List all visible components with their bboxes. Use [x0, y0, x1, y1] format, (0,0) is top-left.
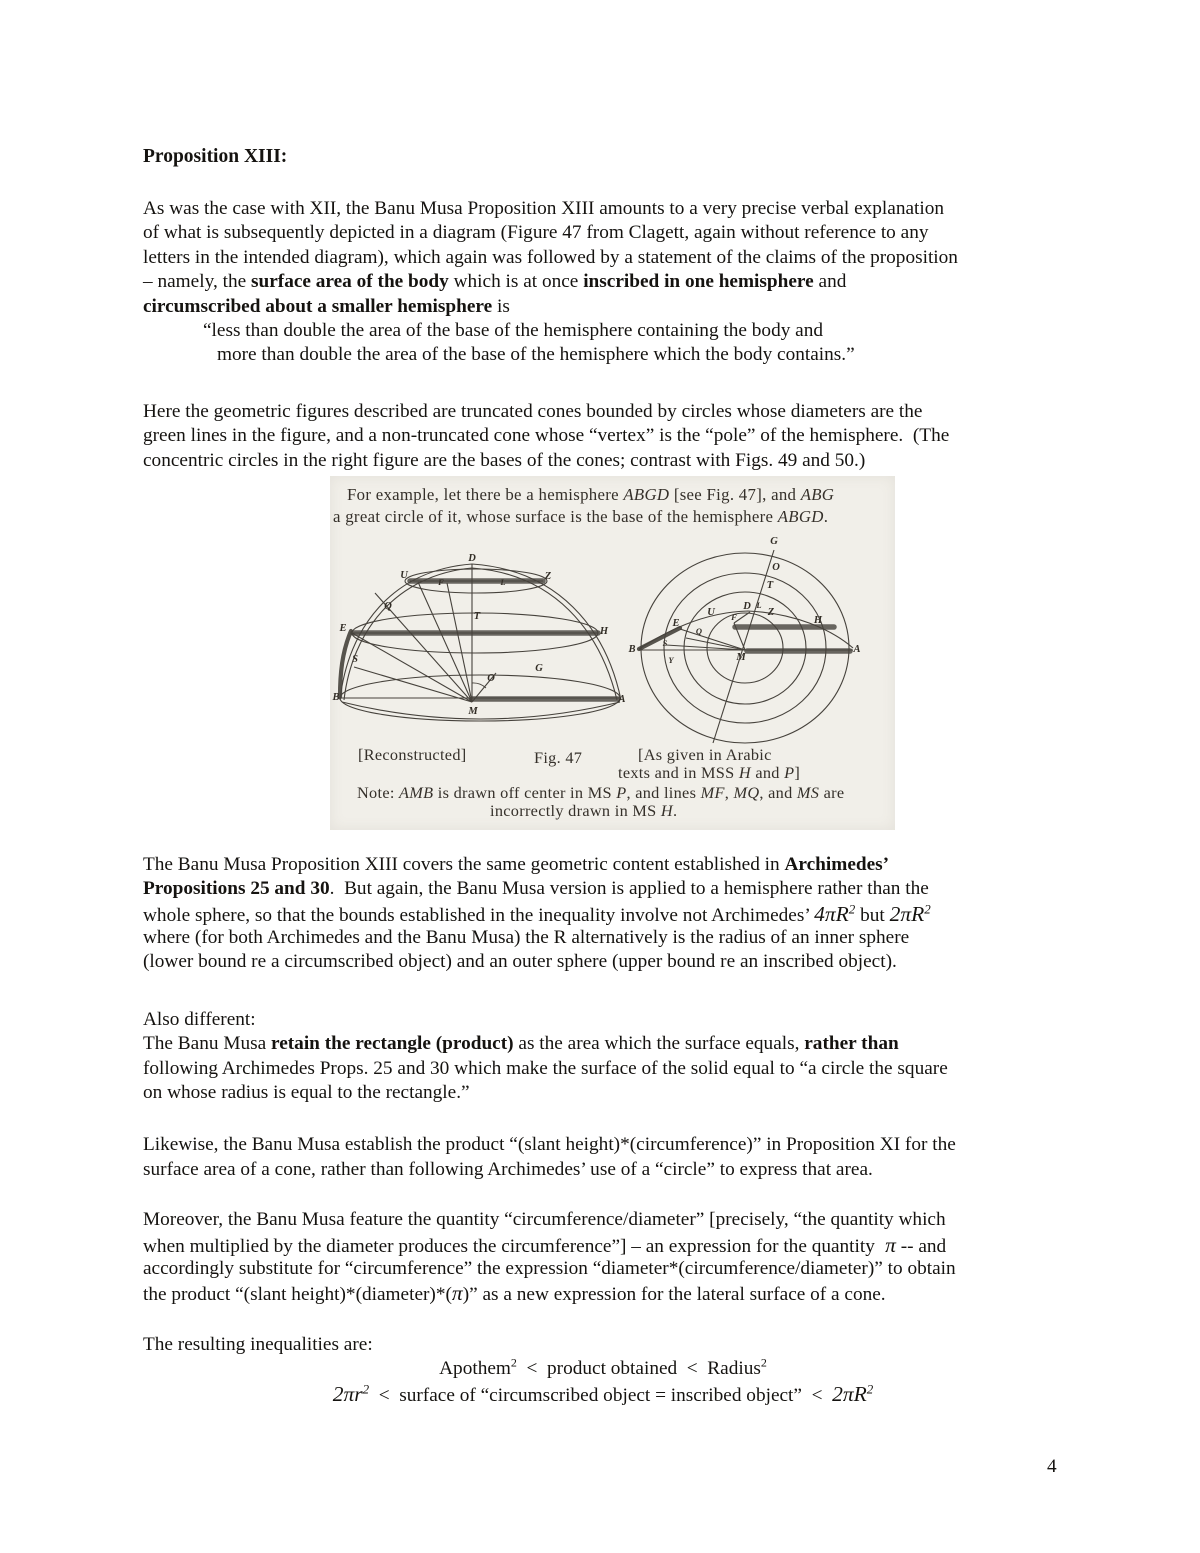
left-label-T: T	[473, 610, 481, 622]
page-content	[143, 146, 1063, 1406]
right-label-U: U	[707, 606, 715, 618]
left-label-D: D	[468, 552, 476, 564]
figure-diagrams	[330, 476, 895, 830]
paragraph-2	[143, 400, 1063, 473]
caption-fig-number: Fig. 47	[534, 747, 583, 767]
paragraph-4	[143, 1008, 1063, 1106]
left-label-A: A	[618, 693, 626, 705]
line-ME	[352, 633, 472, 702]
quote-line: “less than double the area of the base of the hemisphere containing the body and	[203, 319, 824, 341]
paragraph-line: Moreover, the Banu Musa feature the quantity “circumference/diameter” [precisely, “the quantity which	[143, 1209, 946, 1231]
caption-arabic-line-1: [As given in Arabic	[638, 744, 772, 764]
paragraph-line: following Archimedes Props. 25 and 30 which make the surface of the solid equal to “a circle the square	[143, 1057, 948, 1079]
right-label-D: D	[743, 600, 751, 612]
left-label-O: O	[487, 672, 495, 684]
paragraph-line: The Banu Musa retain the rectangle (product) as the area which the surface equals, rather than	[143, 1033, 899, 1055]
left-label-Z: Z	[544, 570, 552, 582]
figure-intro-line-2: a great circle of it, whose surface is the base of the hemisphere ABGD.	[333, 506, 829, 526]
figure-note-line-2: incorrectly drawn in MS H.	[490, 800, 678, 820]
right-label-G: G	[770, 535, 778, 547]
right-label-A: A	[853, 643, 861, 655]
left-label-Q: Q	[384, 600, 392, 612]
paragraph-line: The Banu Musa Proposition XIII covers the same geometric content established in Archimedes’	[143, 853, 890, 875]
quote-line: more than double the area of the base of the hemisphere which the body contains.”	[217, 344, 855, 366]
paragraph-line: surface area of a cone, rather than following Archimedes’ use of a “circle” to express that area.	[143, 1158, 873, 1180]
paragraph-line: – namely, the surface area of the body which is at once inscribed in one hemisphere and	[143, 271, 847, 293]
right-label-B: B	[628, 643, 636, 655]
caption-reconstructed: [Reconstructed]	[358, 744, 467, 764]
paragraph-6	[143, 1208, 1063, 1306]
left-label-E: E	[339, 622, 347, 634]
figure-intro-line-1: For example, let there be a hemisphere ABGD [see Fig. 47], and ABG	[347, 484, 835, 504]
paragraph-line: letters in the intended diagram), which again was followed by a statement of the claims of the proposition	[143, 246, 958, 268]
right-concentric-diagram	[627, 536, 860, 743]
right-label-L: L	[756, 599, 762, 610]
line-M-topcircle-2	[447, 583, 472, 702]
left-label-H: H	[599, 625, 609, 637]
paragraph-line: concentric circles in the right figure are the bases of the cones; contrast with Figs. 49 and 50.)	[143, 449, 866, 471]
right-label-E: E	[672, 617, 680, 629]
left-label-M: M	[468, 705, 478, 717]
caption-arabic-line-2: texts and in MSS H and P]	[618, 762, 801, 782]
left-label-U: U	[400, 569, 408, 581]
paragraph-3	[143, 853, 1063, 975]
right-label-O: O	[772, 561, 780, 573]
paragraph-line: accordingly substitute for “circumference” the expression “diameter*(circumference/diameter)” to obtain	[143, 1257, 956, 1279]
circle-outer	[641, 553, 849, 743]
figure-scan-fig47	[330, 476, 895, 830]
paragraph-1	[143, 197, 1063, 368]
paragraph-line: Likewise, the Banu Musa establish the product “(slant height)*(circumference)” in Proposition XI for the	[143, 1134, 956, 1156]
paragraph-line: when multiplied by the diameter produces the circumference”] – an expression for the quantity π -- and	[143, 1232, 947, 1257]
left-label-B: B	[332, 691, 340, 703]
inequality-formula-2: $2\pi r^2$ < surface of “circumscribed object = inscribed object” < $2\pi R^2$	[332, 1381, 874, 1406]
paragraph-line: Propositions 25 and 30. But again, the Banu Musa version is applied to a hemisphere rather than the	[143, 878, 929, 900]
paragraph-line: circumscribed about a smaller hemisphere is	[143, 295, 510, 317]
circle-3	[664, 573, 826, 723]
paragraph-line: where (for both Archimedes and the Banu Musa) the R alternatively is the radius of an inner sphere	[143, 927, 910, 949]
paragraph-line: on whose radius is equal to the rectangle.”	[143, 1082, 470, 1104]
line-M-topcircle-1	[418, 582, 472, 702]
right-label-S: S	[662, 637, 668, 648]
right-label-T: T	[766, 579, 774, 591]
paragraph-line: Also different:	[143, 1008, 256, 1030]
left-hemisphere-diagram	[331, 553, 625, 721]
right-label-H: H	[813, 614, 823, 626]
left-label-G: G	[535, 662, 543, 674]
paragraph-line: whole sphere, so that the bounds established in the inequality involve not Archimedes’ $4\pi R^2$ but $2\pi R^2$	[143, 901, 931, 926]
inequality-formula-1: Apothem$^2$ < product obtained < Radius$^2$	[439, 1355, 767, 1380]
left-label-L: L	[500, 576, 506, 587]
paragraph-line: the product “(slant height)*(diameter)*(π)” as a new expression for the lateral surface of a cone.	[143, 1281, 886, 1306]
paragraph-7	[143, 1333, 1063, 1406]
right-label-Q: Q	[695, 625, 703, 636]
paragraph-line: Here the geometric figures described are truncated cones bounded by circles whose diameters are the	[143, 400, 923, 422]
right-label-M: M	[736, 651, 746, 663]
left-label-S: S	[352, 653, 358, 665]
figure-note-line-1: Note: AMB is drawn off center in MS P, and lines MF, MQ, and MS are	[357, 782, 845, 802]
right-label-F: F	[731, 611, 737, 622]
paragraph-line: The resulting inequalities are:	[143, 1333, 373, 1355]
page-number: 4	[1047, 1456, 1057, 1477]
paragraph-line: (lower bound re a circumscribed object) and an outer sphere (upper bound re an inscribed object).	[143, 951, 897, 973]
paragraph-line: of what is subsequently depicted in a diagram (Figure 47 from Clagett, again without reference to any	[143, 222, 929, 244]
paragraph-line: green lines in the figure, and a non-truncated cone whose “vertex” is the “pole” of the hemisphere. (The	[143, 425, 950, 447]
right-label-Z: Z	[767, 606, 775, 618]
page-title: Proposition XIII:	[143, 146, 288, 167]
line-MS	[354, 667, 472, 702]
paragraph-line: As was the case with XII, the Banu Musa Proposition XIII amounts to a very precise verbal explanation	[143, 198, 945, 219]
left-label-F: F	[438, 576, 444, 587]
paragraph-5	[143, 1133, 1063, 1182]
base-front-rim	[342, 702, 620, 719]
right-label-Y: Y	[668, 654, 674, 665]
